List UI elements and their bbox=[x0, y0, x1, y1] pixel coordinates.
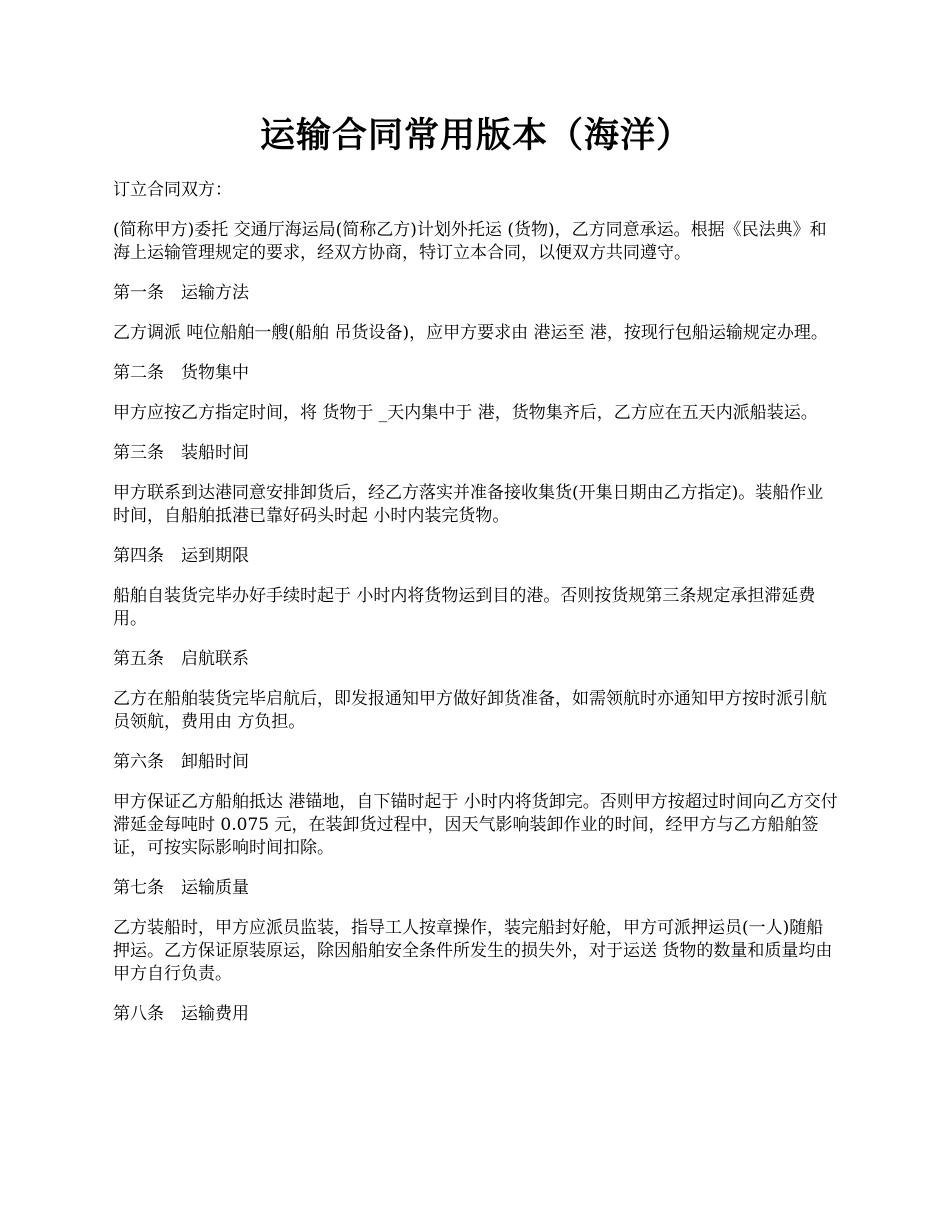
document-title: 运输合同常用版本（海洋） bbox=[259, 115, 692, 156]
article-1-heading: 第一条 运输方法 bbox=[113, 283, 249, 303]
document-page bbox=[113, 0, 839, 1026]
preamble-paragraph: (简称甲方)委托 交通厅海运局(简称乙方)计划外托运 (货物)，乙方同意承运。根据《民法典》和 海上运输管理规定的要求，经双方协商，特订立本合同，以便双方共同遵守。 bbox=[113, 220, 827, 263]
article-8-heading: 第八条 运输费用 bbox=[113, 1004, 249, 1024]
article-5-body: 乙方在船舶装货完毕启航后，即发报通知甲方做好卸货准备，如需领航时亦通知甲方按时派引航员领航，费用由 方负担。 bbox=[113, 689, 827, 732]
intro-line: 订立合同双方： bbox=[113, 180, 232, 200]
article-2-heading: 第二条 货物集中 bbox=[113, 363, 249, 383]
article-3-heading: 第三条 装船时间 bbox=[113, 443, 249, 463]
article-5-heading: 第五条 启航联系 bbox=[113, 649, 249, 669]
article-4-body: 船舶自装货完毕办好手续时起于 小时内将货物运到目的港。否则按货规第三条规定承担滞延费用。 bbox=[113, 586, 816, 629]
article-6-heading: 第六条 卸船时间 bbox=[113, 752, 249, 772]
article-7-heading: 第七条 运输质量 bbox=[113, 878, 249, 898]
article-6-body: 甲方保证乙方船舶抵达 港锚地，自下锚时起于 小时内将货卸完。否则甲方按超过时间向乙方交付滞延金每吨时 0.075 元，在装卸货过程中，因天气影响装卸作业的时间，经甲方与乙方船舶签证，可按实际影响时间扣除。 bbox=[113, 792, 838, 858]
article-3-body: 甲方联系到达港同意安排卸货后，经乙方落实并准备接收集货(开集日期由乙方指定)。装船作业时间，自船舶抵港已靠好码头时起 小时内装完货物。 bbox=[113, 483, 824, 526]
article-2-body: 甲方应按乙方指定时间，将 货物于 _天内集中于 港，货物集齐后，乙方应在五天内派船装运。 bbox=[113, 403, 818, 423]
article-7-body: 乙方装船时，甲方应派员监装，指导工人按章操作，装完船封好舱，甲方可派押运员(一人)随船押运。乙方保证原装原运，除因船舶安全条件所发生的损失外，对于运送 货物的数量和质量均由甲方自行负责。 bbox=[113, 918, 833, 984]
article-4-heading: 第四条 运到期限 bbox=[113, 546, 249, 566]
article-1-body: 乙方调派 吨位船舶一艘(船舶 吊货设备)，应甲方要求由 港运至 港，按现行包船运输规定办理。 bbox=[113, 323, 828, 343]
